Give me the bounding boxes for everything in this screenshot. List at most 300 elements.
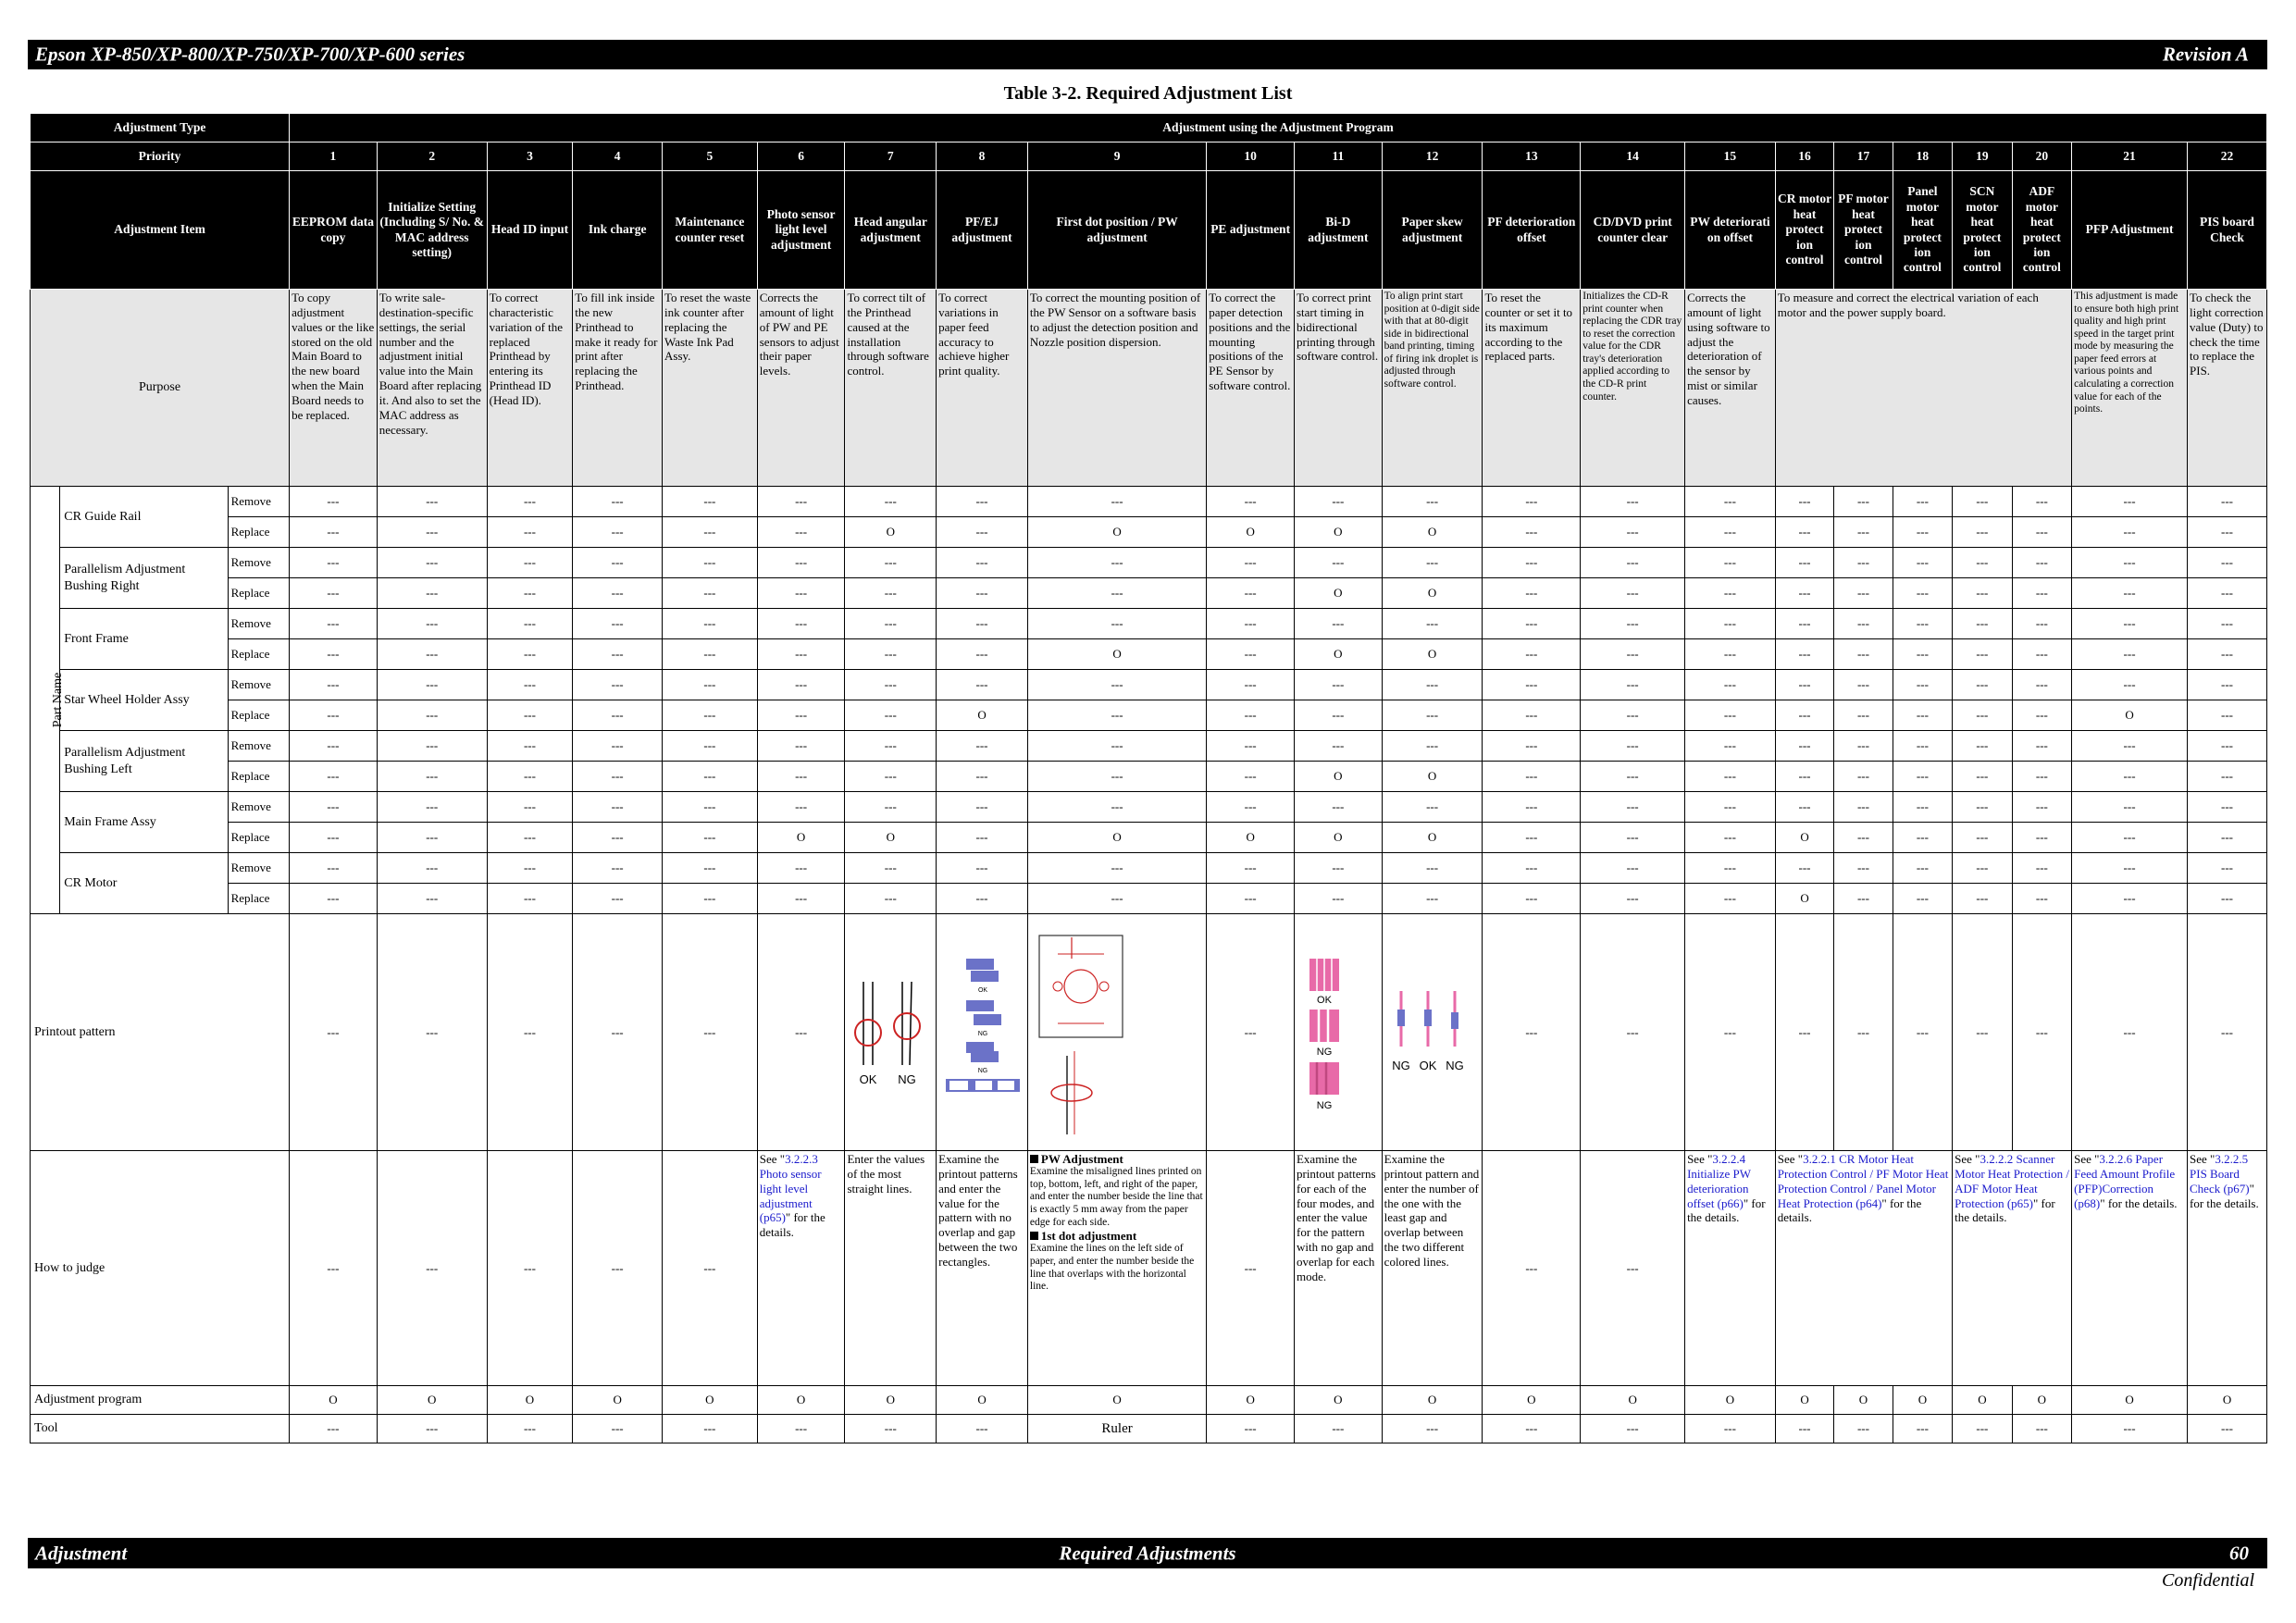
not-required-mark: --- — [1834, 792, 1893, 823]
part-row-remove — [31, 609, 2267, 639]
tool-none: --- — [845, 1415, 937, 1443]
not-required-mark: --- — [2072, 578, 2188, 609]
not-required-mark: --- — [1382, 609, 1483, 639]
part-row-replace — [31, 762, 2267, 792]
not-required-mark: --- — [1581, 762, 1685, 792]
not-required-mark: --- — [377, 487, 487, 517]
dash-cell: --- — [1581, 1151, 1685, 1386]
motor-heat-protection-link[interactable]: 3.2.2.1 CR Motor Heat Protection Control / PF Motor Heat Protection Control / Panel Motor Heat Protection (p64) — [1777, 1152, 1949, 1210]
not-required-mark: --- — [1581, 609, 1685, 639]
not-required-mark: --- — [937, 792, 1028, 823]
part-row-replace — [31, 578, 2267, 609]
not-required-mark: --- — [1581, 884, 1685, 914]
dash-cell: --- — [757, 914, 845, 1151]
not-required-mark: --- — [487, 823, 573, 853]
not-required-mark: --- — [757, 517, 845, 548]
priority-6: 6 — [757, 142, 845, 171]
not-required-mark: --- — [1893, 884, 1952, 914]
judge-cell: See "3.2.2.2 Scanner Motor Heat Protection / ADF Motor Heat Protection (p65)" for the details. — [1953, 1151, 2072, 1386]
not-required-mark: --- — [937, 578, 1028, 609]
tool-label: Tool — [31, 1415, 290, 1443]
action-replace: Replace — [228, 884, 290, 914]
required-mark: O — [1294, 762, 1382, 792]
not-required-mark: --- — [845, 548, 937, 578]
not-required-mark: --- — [1581, 700, 1685, 731]
not-required-mark: --- — [845, 639, 937, 670]
how-to-judge-row — [31, 1151, 2267, 1386]
not-required-mark: --- — [2072, 548, 2188, 578]
not-required-mark: --- — [2072, 517, 2188, 548]
not-required-mark: --- — [2188, 853, 2267, 884]
program-mark: O — [1775, 1386, 1833, 1415]
not-required-mark: --- — [663, 792, 758, 823]
ok-label: OK — [978, 986, 988, 994]
not-required-mark: --- — [1581, 670, 1685, 700]
part-name: Star Wheel Holder Assy — [60, 670, 228, 731]
part-row-replace — [31, 517, 2267, 548]
not-required-mark: --- — [1027, 670, 1206, 700]
not-required-mark: --- — [1382, 884, 1483, 914]
not-required-mark: --- — [1834, 578, 1893, 609]
not-required-mark: --- — [1207, 700, 1295, 731]
not-required-mark: --- — [1581, 853, 1685, 884]
program-mark: O — [757, 1386, 845, 1415]
not-required-mark: --- — [2072, 884, 2188, 914]
priority-15: 15 — [1685, 142, 1776, 171]
adjustment-item-12: Paper skew adjustment — [1382, 171, 1483, 290]
part-name: Main Frame Assy — [60, 792, 228, 853]
adjustment-program-row — [31, 1386, 2267, 1415]
not-required-mark: --- — [290, 762, 378, 792]
priority-label: Priority — [31, 142, 290, 171]
tool-none: --- — [1483, 1415, 1581, 1443]
page-number: 60 — [2229, 1542, 2249, 1564]
tool-none: --- — [2012, 1415, 2071, 1443]
not-required-mark: --- — [757, 578, 845, 609]
not-required-mark: --- — [1775, 731, 1833, 762]
page-footer — [28, 1538, 2267, 1568]
head-angular-pattern-image — [847, 963, 930, 1102]
not-required-mark: --- — [2012, 578, 2071, 609]
not-required-mark: --- — [487, 517, 573, 548]
purpose-cell: To correct variations in paper feed accuracy to achieve higher print quality. — [937, 290, 1028, 487]
part-name: CR Guide Rail — [60, 487, 228, 548]
pw-adjustment-heading: PW Adjustment — [1030, 1152, 1204, 1166]
not-required-mark: --- — [1382, 548, 1483, 578]
not-required-mark: --- — [377, 762, 487, 792]
not-required-mark: --- — [1685, 670, 1776, 700]
dash-cell: --- — [663, 914, 758, 1151]
adjustment-item-22: PIS board Check — [2188, 171, 2267, 290]
priority-21: 21 — [2072, 142, 2188, 171]
not-required-mark: --- — [1893, 670, 1952, 700]
not-required-mark: --- — [1685, 578, 1776, 609]
not-required-mark: --- — [845, 700, 937, 731]
not-required-mark: --- — [2072, 731, 2188, 762]
not-required-mark: --- — [663, 609, 758, 639]
purpose-label: Purpose — [31, 290, 290, 487]
not-required-mark: --- — [1294, 853, 1382, 884]
header-model: Epson XP-850/XP-800/XP-750/XP-700/XP-600 series — [35, 43, 465, 66]
not-required-mark: --- — [2012, 609, 2071, 639]
not-required-mark: --- — [377, 823, 487, 853]
not-required-mark: --- — [290, 639, 378, 670]
not-required-mark: --- — [1483, 548, 1581, 578]
not-required-mark: --- — [663, 487, 758, 517]
printout-pattern-label: Printout pattern — [31, 914, 290, 1151]
purpose-cell: To correct print start timing in bidirectional printing through software control. — [1294, 290, 1382, 487]
purpose-cell: This adjustment is made to ensure both high print quality and high print speed in the target print mode by measuring the paper feed errors at various points and calculating a correction value for each of the points. — [2072, 290, 2188, 487]
priority-11: 11 — [1294, 142, 1382, 171]
adjustment-type-label: Adjustment Type — [31, 114, 290, 142]
not-required-mark: --- — [1775, 517, 1833, 548]
not-required-mark: --- — [757, 487, 845, 517]
action-remove: Remove — [228, 609, 290, 639]
not-required-mark: --- — [1027, 762, 1206, 792]
paper-skew-pattern-image — [1384, 977, 1472, 1088]
program-mark: O — [937, 1386, 1028, 1415]
not-required-mark: --- — [2072, 487, 2188, 517]
not-required-mark: --- — [1294, 884, 1382, 914]
adjustment-item-19: SCN motor heat protect ion control — [1953, 171, 2012, 290]
pfp-link[interactable]: 3.2.2.6 Paper Feed Amount Profile (PFP)Correction (p68) — [2074, 1152, 2176, 1210]
required-mark: O — [1294, 639, 1382, 670]
program-mark: O — [1893, 1386, 1952, 1415]
dash-cell: --- — [1834, 914, 1893, 1151]
part-row-replace — [31, 823, 2267, 853]
required-mark: O — [1382, 517, 1483, 548]
tool-none: --- — [663, 1415, 758, 1443]
not-required-mark: --- — [1775, 792, 1833, 823]
purpose-cell: To correct the mounting position of the PW Sensor on a software basis to adjust the detection position and Nozzle position dispersion. — [1027, 290, 1206, 487]
not-required-mark: --- — [377, 548, 487, 578]
ok-label: OK — [860, 1072, 877, 1086]
program-mark: O — [487, 1386, 573, 1415]
required-mark: O — [1294, 823, 1382, 853]
not-required-mark: --- — [1953, 548, 2012, 578]
priority-20: 20 — [2012, 142, 2071, 171]
dash-cell: --- — [1685, 914, 1776, 1151]
not-required-mark: --- — [845, 487, 937, 517]
not-required-mark: --- — [2012, 884, 2071, 914]
ng-label: NG — [977, 1030, 988, 1037]
priority-19: 19 — [1953, 142, 2012, 171]
dash-cell: --- — [1775, 914, 1833, 1151]
tool-row — [31, 1415, 2267, 1443]
not-required-mark: --- — [1685, 639, 1776, 670]
priority-14: 14 — [1581, 142, 1685, 171]
program-mark: O — [1685, 1386, 1776, 1415]
not-required-mark: --- — [1953, 639, 2012, 670]
required-mark: O — [1294, 517, 1382, 548]
not-required-mark: --- — [1834, 517, 1893, 548]
not-required-mark: --- — [1685, 731, 1776, 762]
adjustment-program-header: Adjustment using the Adjustment Program — [290, 114, 2267, 142]
not-required-mark: --- — [377, 578, 487, 609]
bid-pattern — [1294, 914, 1382, 1151]
action-remove: Remove — [228, 853, 290, 884]
dash-cell: --- — [663, 1151, 758, 1386]
not-required-mark: --- — [663, 548, 758, 578]
not-required-mark: --- — [573, 884, 663, 914]
not-required-mark: --- — [1581, 487, 1685, 517]
purpose-cell: To measure and correct the electrical variation of each motor and the power supply board. — [1775, 290, 2071, 487]
not-required-mark: --- — [1893, 700, 1952, 731]
tool-none: --- — [290, 1415, 378, 1443]
not-required-mark: --- — [487, 853, 573, 884]
judge-cell: Enter the values of the most straight lines. — [845, 1151, 937, 1386]
first-dot-text: Examine the lines on the left side of paper, and enter the number beside the line that overlaps with the horizontal line. — [1029, 1243, 1195, 1293]
not-required-mark: --- — [377, 517, 487, 548]
not-required-mark: --- — [937, 884, 1028, 914]
not-required-mark: --- — [1893, 548, 1952, 578]
adjustment-item-1: EEPROM data copy — [290, 171, 378, 290]
not-required-mark: --- — [1581, 792, 1685, 823]
dash-cell: --- — [1893, 914, 1952, 1151]
not-required-mark: --- — [1483, 823, 1581, 853]
not-required-mark: --- — [937, 670, 1028, 700]
judge-cell: Examine the printout patterns for each of the four modes, and enter the value for the pattern with no gap and overlap for each mode. — [1294, 1151, 1382, 1386]
not-required-mark: --- — [1483, 853, 1581, 884]
not-required-mark: --- — [377, 639, 487, 670]
required-mark: O — [1207, 823, 1295, 853]
not-required-mark: --- — [1207, 609, 1295, 639]
part-row-remove — [31, 853, 2267, 884]
priority-18: 18 — [1893, 142, 1952, 171]
not-required-mark: --- — [2188, 517, 2267, 548]
not-required-mark: --- — [1834, 853, 1893, 884]
purpose-cell: Corrects the amount of light of PW and PE sensors to adjust their paper levels. — [757, 290, 845, 487]
tool-none: --- — [377, 1415, 487, 1443]
not-required-mark: --- — [1953, 823, 2012, 853]
purpose-cell: To correct tilt of the Printhead caused at the installation through software control. — [845, 290, 937, 487]
photo-sensor-link[interactable]: 3.2.2.3 Photo sensor light level adjustment (p65) — [759, 1152, 822, 1225]
not-required-mark: --- — [1953, 670, 2012, 700]
not-required-mark: --- — [487, 487, 573, 517]
not-required-mark: --- — [1483, 700, 1581, 731]
not-required-mark: --- — [573, 578, 663, 609]
pw-deterioration-link[interactable]: 3.2.2.4 Initialize PW deterioration offset (p66) — [1687, 1152, 1751, 1210]
scanner-motor-link[interactable]: 3.2.2.2 Scanner Motor Heat Protection / ADF Motor Heat Protection (p65) — [1955, 1152, 2069, 1210]
ng-label: NG — [1445, 1058, 1464, 1072]
not-required-mark: --- — [1207, 762, 1295, 792]
not-required-mark: --- — [1834, 639, 1893, 670]
not-required-mark: --- — [1834, 548, 1893, 578]
not-required-mark: --- — [1834, 487, 1893, 517]
not-required-mark: --- — [2072, 792, 2188, 823]
not-required-mark: --- — [757, 670, 845, 700]
purpose-cell: To write sale-destination-specific settings, the serial number and the adjustment initial value into the Main Board after replacing it. And also to set the MAC address as necessary. — [377, 290, 487, 487]
not-required-mark: --- — [1382, 853, 1483, 884]
dash-cell: --- — [377, 1151, 487, 1386]
not-required-mark: --- — [573, 548, 663, 578]
action-replace: Replace — [228, 823, 290, 853]
not-required-mark: --- — [2072, 639, 2188, 670]
not-required-mark: --- — [757, 639, 845, 670]
action-remove: Remove — [228, 548, 290, 578]
not-required-mark: --- — [2072, 762, 2188, 792]
tool-none: --- — [1382, 1415, 1483, 1443]
dash-cell: --- — [573, 914, 663, 1151]
not-required-mark: --- — [1834, 609, 1893, 639]
not-required-mark: --- — [2188, 762, 2267, 792]
not-required-mark: --- — [1483, 609, 1581, 639]
required-mark: O — [1382, 762, 1483, 792]
judge-cell: Examine the printout patterns and enter the value for the pattern with no overlap and gap between the two rectangles. — [937, 1151, 1028, 1386]
not-required-mark: --- — [663, 853, 758, 884]
action-remove: Remove — [228, 487, 290, 517]
not-required-mark: --- — [937, 517, 1028, 548]
not-required-mark: --- — [290, 578, 378, 609]
ng-label: NG — [1391, 1058, 1410, 1072]
not-required-mark: --- — [2012, 731, 2071, 762]
program-mark: O — [2188, 1386, 2267, 1415]
not-required-mark: --- — [1953, 731, 2012, 762]
not-required-mark: --- — [1207, 548, 1295, 578]
dash-cell: --- — [1207, 914, 1295, 1151]
not-required-mark: --- — [1775, 853, 1833, 884]
ng-label: NG — [1316, 1099, 1333, 1111]
not-required-mark: --- — [1027, 792, 1206, 823]
action-replace: Replace — [228, 578, 290, 609]
not-required-mark: --- — [663, 639, 758, 670]
program-mark: O — [1834, 1386, 1893, 1415]
part-row-replace — [31, 884, 2267, 914]
not-required-mark: --- — [1027, 578, 1206, 609]
program-mark: O — [2072, 1386, 2188, 1415]
not-required-mark: --- — [1893, 823, 1952, 853]
not-required-mark: --- — [1775, 700, 1833, 731]
priority-2: 2 — [377, 142, 487, 171]
tool-none: --- — [1893, 1415, 1952, 1443]
not-required-mark: --- — [1294, 700, 1382, 731]
not-required-mark: --- — [1775, 762, 1833, 792]
tool-none: --- — [757, 1415, 845, 1443]
head-angular-pattern — [845, 914, 937, 1151]
not-required-mark: --- — [2012, 823, 2071, 853]
not-required-mark: --- — [2072, 609, 2188, 639]
not-required-mark: --- — [573, 517, 663, 548]
pis-board-link[interactable]: 3.2.2.5 PIS Board Check (p67) — [2190, 1152, 2250, 1196]
not-required-mark: --- — [757, 700, 845, 731]
adjustment-item-9: First dot position / PW adjustment — [1027, 171, 1206, 290]
not-required-mark: --- — [1483, 792, 1581, 823]
required-mark: O — [1775, 823, 1833, 853]
priority-13: 13 — [1483, 142, 1581, 171]
dash-cell: --- — [1953, 914, 2012, 1151]
not-required-mark: --- — [290, 700, 378, 731]
program-mark: O — [290, 1386, 378, 1415]
not-required-mark: --- — [1382, 731, 1483, 762]
part-name: CR Motor — [60, 853, 228, 914]
not-required-mark: --- — [2012, 670, 2071, 700]
not-required-mark: --- — [1027, 853, 1206, 884]
not-required-mark: --- — [1893, 578, 1952, 609]
adjustment-item-14: CD/DVD print counter clear — [1581, 171, 1685, 290]
not-required-mark: --- — [1893, 487, 1952, 517]
adjustment-item-3: Head ID input — [487, 171, 573, 290]
not-required-mark: --- — [937, 639, 1028, 670]
required-mark: O — [845, 823, 937, 853]
page-header — [28, 40, 2267, 69]
not-required-mark: --- — [290, 670, 378, 700]
required-mark: O — [1027, 823, 1206, 853]
square-bullet-icon — [1030, 1232, 1038, 1240]
footer-section: Adjustment — [35, 1542, 128, 1564]
required-mark: O — [757, 823, 845, 853]
program-mark: O — [573, 1386, 663, 1415]
dash-cell: --- — [290, 1151, 378, 1386]
part-row-replace — [31, 700, 2267, 731]
purpose-cell: To check the light correction value (Duty) to check the time to replace the PIS. — [2188, 290, 2267, 487]
not-required-mark: --- — [845, 853, 937, 884]
not-required-mark: --- — [1207, 731, 1295, 762]
not-required-mark: --- — [1893, 762, 1952, 792]
not-required-mark: --- — [757, 731, 845, 762]
program-mark: O — [1953, 1386, 2012, 1415]
not-required-mark: --- — [377, 609, 487, 639]
not-required-mark: --- — [1893, 853, 1952, 884]
not-required-mark: --- — [937, 823, 1028, 853]
not-required-mark: --- — [1581, 639, 1685, 670]
ng-label: NG — [1316, 1046, 1333, 1058]
dash-cell: --- — [1207, 1151, 1295, 1386]
not-required-mark: --- — [2188, 487, 2267, 517]
not-required-mark: --- — [1685, 762, 1776, 792]
ok-label: OK — [1419, 1058, 1437, 1072]
not-required-mark: --- — [757, 792, 845, 823]
adjustment-item-2: Initialize Setting (Including S/ No. & MAC address setting) — [377, 171, 487, 290]
part-row-remove — [31, 670, 2267, 700]
not-required-mark: --- — [2012, 487, 2071, 517]
not-required-mark: --- — [845, 762, 937, 792]
not-required-mark: --- — [2012, 853, 2071, 884]
confidential-label: Confidential — [2162, 1570, 2254, 1591]
action-replace: Replace — [228, 762, 290, 792]
not-required-mark: --- — [937, 853, 1028, 884]
judge-cell: See "3.2.2.1 CR Motor Heat Protection Control / PF Motor Heat Protection Control / Panel Motor Heat Protection (p64)" for the details. — [1775, 1151, 1952, 1386]
not-required-mark: --- — [290, 548, 378, 578]
action-replace: Replace — [228, 700, 290, 731]
not-required-mark: --- — [1483, 639, 1581, 670]
not-required-mark: --- — [1483, 670, 1581, 700]
not-required-mark: --- — [937, 548, 1028, 578]
not-required-mark: --- — [937, 731, 1028, 762]
pw-adjustment-text: Examine the misaligned lines printed on top, bottom, left, and right of the paper, and enter the number beside the line that is exactly 5 mm away from the paper edge for each side. — [1029, 1166, 1203, 1228]
required-mark: O — [845, 517, 937, 548]
not-required-mark: --- — [1382, 792, 1483, 823]
not-required-mark: --- — [1893, 517, 1952, 548]
not-required-mark: --- — [2188, 548, 2267, 578]
adjustment-item-13: PF deterioration offset — [1483, 171, 1581, 290]
not-required-mark: --- — [2188, 578, 2267, 609]
part-name: Front Frame — [60, 609, 228, 670]
required-mark: O — [2072, 700, 2188, 731]
bid-pattern-image — [1297, 940, 1352, 1125]
not-required-mark: --- — [2012, 792, 2071, 823]
not-required-mark: --- — [1207, 578, 1295, 609]
not-required-mark: --- — [1294, 487, 1382, 517]
pw-adjustment-pattern — [1027, 914, 1206, 1151]
required-mark: O — [1382, 823, 1483, 853]
not-required-mark: --- — [290, 792, 378, 823]
program-mark: O — [377, 1386, 487, 1415]
not-required-mark: --- — [2012, 700, 2071, 731]
not-required-mark: --- — [663, 731, 758, 762]
tool-none: --- — [1581, 1415, 1685, 1443]
not-required-mark: --- — [1382, 700, 1483, 731]
not-required-mark: --- — [937, 762, 1028, 792]
